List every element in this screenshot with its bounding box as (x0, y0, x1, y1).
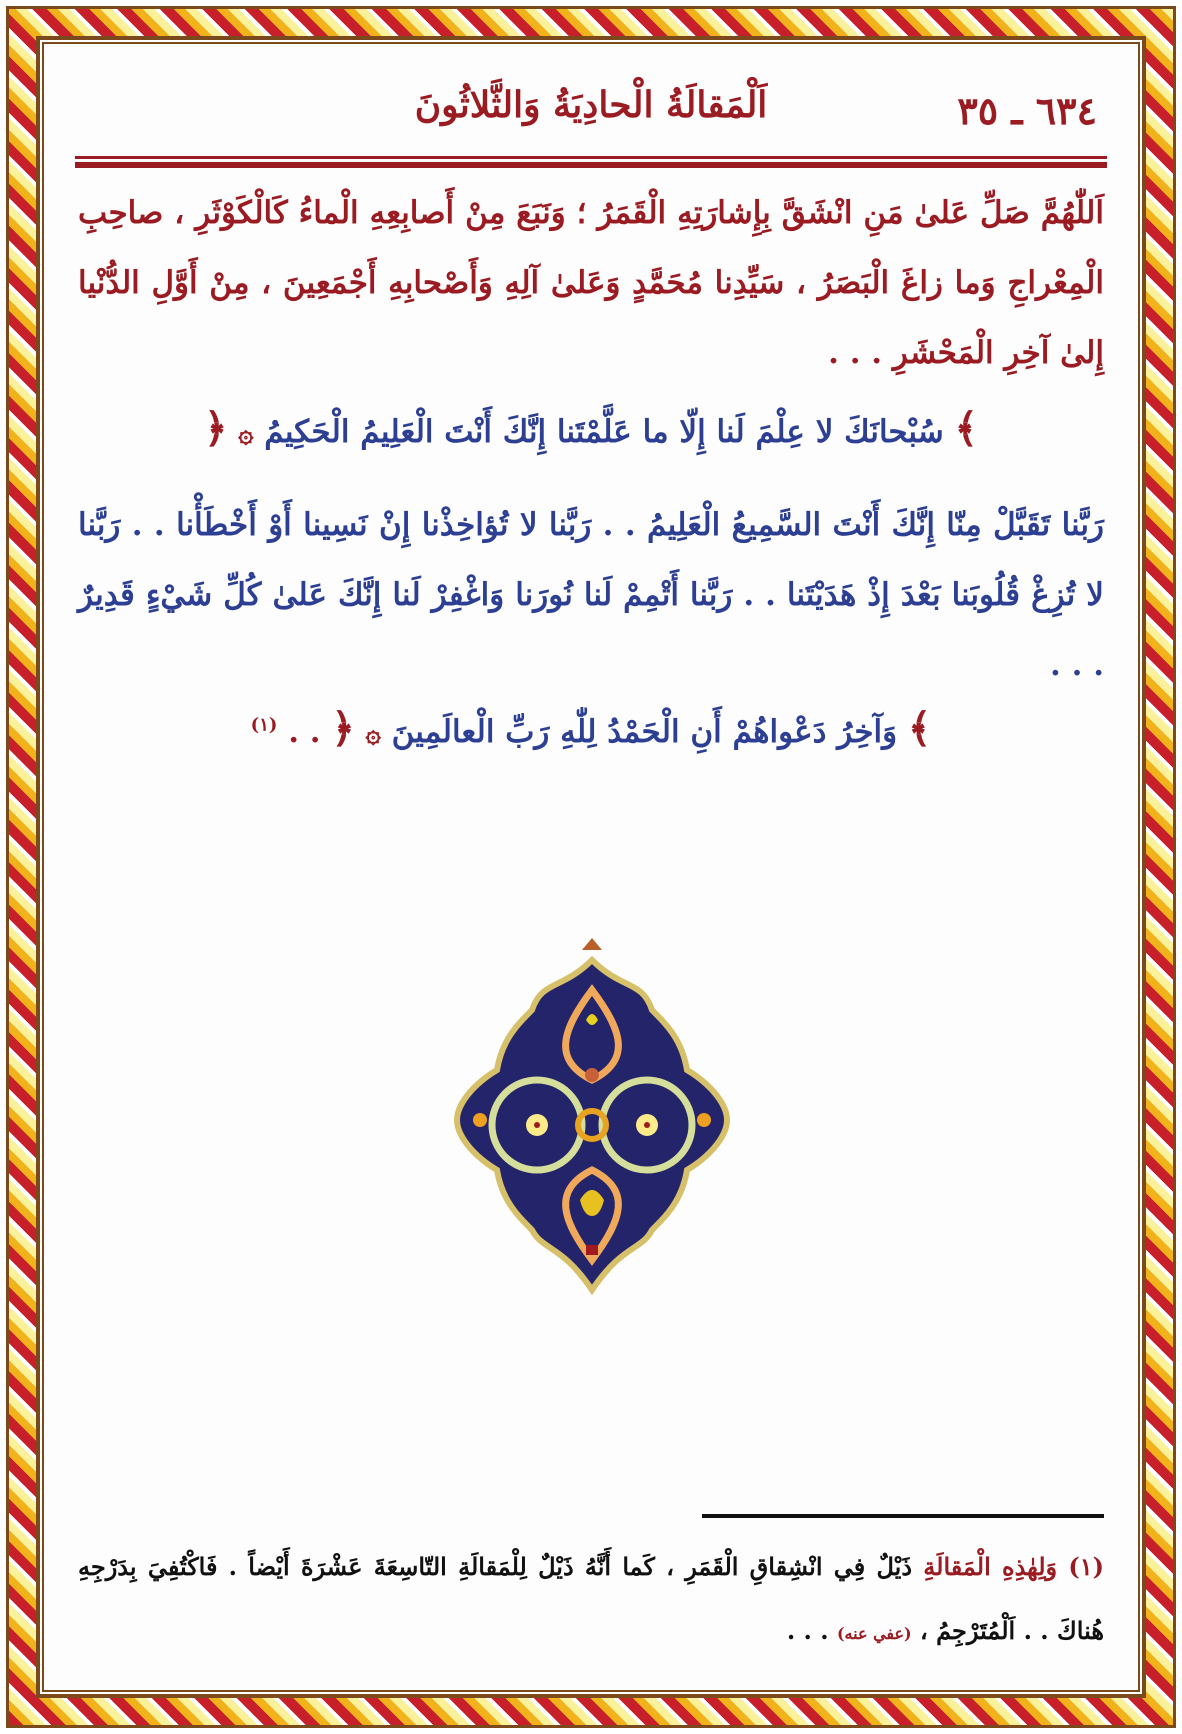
footnote-highlight: وَلِهٰذِهِ الْمَقالَةِ (923, 1552, 1058, 1581)
ornate-bracket-open: ﴾ (907, 705, 932, 752)
header-rule-thick (75, 162, 1107, 168)
verse-1-text: سُبْحانَكَ لا عِلْمَ لَنا إِلّا ما عَلَّمْتَنا إِنَّكَ أَنْتَ الْعَلِيمُ الْحَكِيمُ (264, 414, 944, 450)
footnote-end: . . . (786, 1616, 829, 1645)
header-rule (75, 156, 1107, 159)
verse-2-suffix: . . (288, 714, 321, 750)
footnote (78, 1535, 1104, 1666)
footnote-number: (١) (1068, 1552, 1104, 1581)
verse-1 (0, 405, 1182, 452)
verse-end-mark-icon: ۞ (238, 419, 254, 449)
page-title: اَلْمَقالَةُ الْحادِيَةُ وَالثَّلاثُونَ (414, 84, 768, 126)
dua-paragraph: رَبَّنا تَقَبَّلْ مِنّا إِنَّكَ أَنْتَ السَّمِيعُ الْعَلِيمُ . . رَبَّنا لا تُؤاخِذْنا إِنْ نَسِينا أَوْ أَخْطَأْنا . . رَبَّنا لا تُزِغْ قُلُوبَنا بَعْدَ إِذْ هَدَيْتَنا . . رَبَّنا أَتْمِمْ لَنا نُورَنا وَاغْفِرْ لَنا إِنَّكَ عَلىٰ كُلِّ شَيْءٍ قَدِيرٌ . . . (78, 507, 1104, 683)
ornament-medallion-icon (452, 930, 732, 1300)
footnote-rule (702, 1514, 1104, 1518)
footnote-text: ذَيْلٌ فِي انْشِقاقِ الْقَمَرِ ، كَما أَنَّهُ ذَيْلٌ لِلْمَقالَةِ التّاسِعَةَ عَشْرَةَ أَيْضاً . فَاكْتُفِيَ بِدَرْجِهِ هُناكَ . . اَلْمُتَرْجِمُ ، (78, 1552, 1104, 1645)
ornate-bracket-close: ﴿ (331, 705, 355, 752)
verse-2 (0, 705, 1182, 752)
verse-2-text: وَآخِرُ دَعْواهُمْ أَنِ الْحَمْدُ لِلّٰهِ رَبِّ الْعالَمِينَ (391, 714, 898, 750)
ornate-bracket-close: ﴿ (204, 405, 228, 452)
ornate-bracket-open: ﴾ (954, 405, 978, 452)
honorific-seal: (عفي عنه) (836, 1624, 912, 1643)
verse-end-mark-icon: ۞ (365, 719, 381, 749)
footnote-reference[interactable]: (١) (250, 714, 278, 736)
page-number: ٦٣٤ ـ ٣٥ (957, 88, 1097, 133)
salawat-paragraph: اَللّٰهُمَّ صَلِّ عَلىٰ مَنِ انْشَقَّ بِإِشارَتِهِ الْقَمَرُ ؛ وَنَبَعَ مِنْ أَصابِعِهِ الْماءُ كَالْكَوْثَرِ ، صاحِبِ الْمِعْراجِ وَما زاغَ الْبَصَرُ ، سَيِّدِنا مُحَمَّدٍ وَعَلىٰ آلِهِ وَأَصْحابِهِ أَجْمَعِينَ ، مِنْ أَوَّلِ الدُّنْيا إِلىٰ آخِرِ الْمَحْشَرِ . . . (78, 195, 1104, 371)
